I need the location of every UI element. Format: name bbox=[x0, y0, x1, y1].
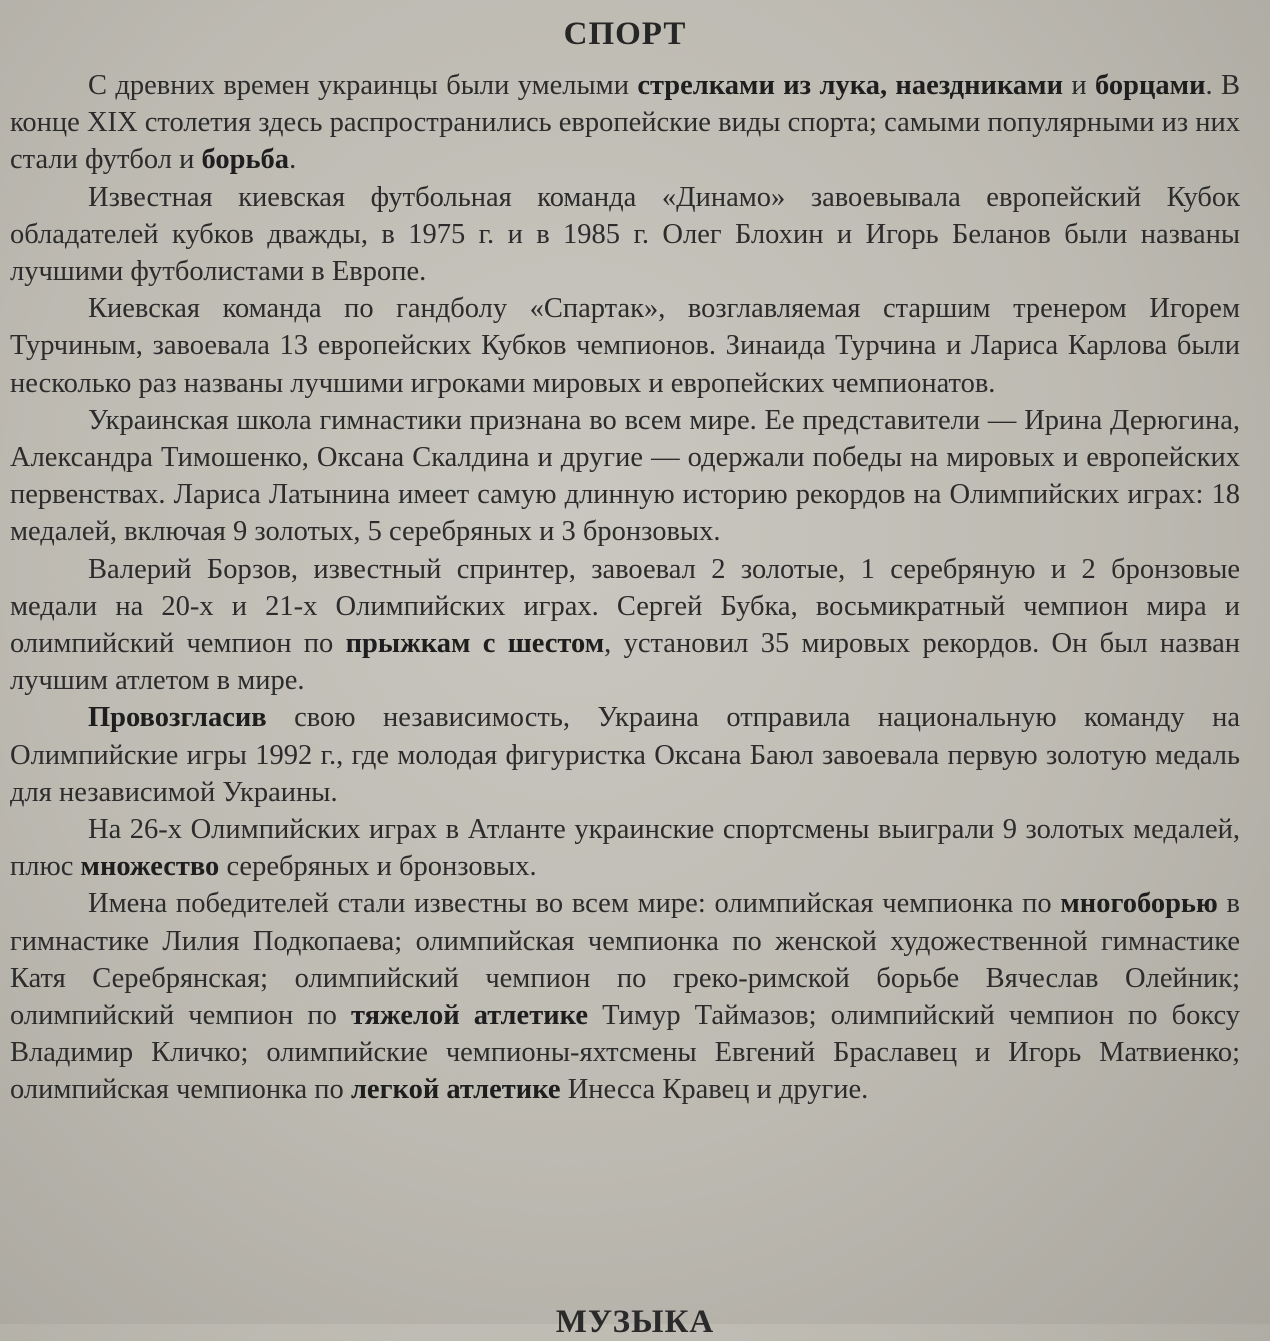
paragraph bbox=[10, 551, 1240, 700]
text-run: Тимур Таймазов; олимпийский чемпион по боксу Владимир Кличко; олимпийские чемпионы-яхтсмены Евгений Браславец и Игорь Матвиенко; олимпийская чемпионка по bbox=[10, 1000, 1241, 1106]
bold-term: многоборью bbox=[1060, 888, 1218, 920]
body-text bbox=[10, 67, 1240, 1109]
page-title: СПОРТ bbox=[563, 16, 687, 52]
bold-term: прыжкам с шестом bbox=[345, 628, 605, 660]
bold-term: легкой атлетике bbox=[350, 1074, 561, 1106]
paragraph bbox=[10, 811, 1240, 885]
text-run: и bbox=[1063, 70, 1096, 101]
paragraph bbox=[10, 699, 1240, 811]
paragraph bbox=[10, 179, 1240, 291]
text-run: в гимнастике Лилия Подкопаева; олимпийская чемпионка по женской художественной гимнастике Катя Серебрянская; олимпийский чемпион по греко-римской борьбе Вячеслав Олейник; олимпийский чемпион по bbox=[10, 888, 1240, 1032]
bold-term: множество bbox=[80, 851, 220, 883]
bold-term: стрелками из лука, наездниками bbox=[637, 70, 1064, 101]
bold-term: Провозгласив bbox=[88, 702, 267, 734]
text-run: . В конце XIX столетия здесь распространились европейские виды спорта; самыми популярными из них стали футбол и bbox=[10, 70, 1240, 176]
text-run: Имена победителей стали известны во всем мире: олимпийская чемпионка по bbox=[88, 888, 1061, 920]
next-section-heading: МУЗЫКА bbox=[555, 1304, 715, 1340]
paragraph bbox=[10, 67, 1240, 179]
bold-term: борьба bbox=[201, 144, 290, 176]
bold-term: борцами bbox=[1095, 70, 1206, 101]
text-run: . bbox=[289, 144, 297, 176]
text-run: С древних времен украинцы были умелыми bbox=[88, 70, 638, 101]
paragraph bbox=[10, 290, 1240, 402]
text-run: На 26-х Олимпийских играх в Атланте украинские спортсмены выиграли 9 золотых медалей, плюс bbox=[10, 814, 1240, 883]
text-run: Киевская команда по гандболу «Спартак», возглавляемая старшим тренером Игорем Турчиным, завоевала 13 европейских Кубков чемпионов. Зинаида Турчина и Лариса Карлова были несколько раз названы лучшими игроками мировых и европейских чемпионатов. bbox=[10, 293, 1240, 399]
text-run: Инесса Кравец и другие. bbox=[560, 1074, 869, 1106]
text-run: , установил 35 мировых рекордов. Он был назван лучшим атлетом в мире. bbox=[10, 628, 1240, 697]
paragraph bbox=[10, 885, 1240, 1108]
text-run: Валерий Борзов, известный спринтер, завоевал 2 золотые, 1 серебряную и 2 бронзовые медали на 20-х и 21-х Олимпийских играх. Сергей Бубка, восьмикратный чемпион мира и олимпийский чемпион по bbox=[10, 553, 1240, 660]
paragraph bbox=[10, 402, 1240, 551]
text-run: Известная киевская футбольная команда «Динамо» завоевывала европейский Кубок обладателей кубков дважды, в 1975 г. и в 1985 г. Олег Блохин и Игорь Беланов были названы лучшими футболистами в Европе. bbox=[10, 181, 1240, 288]
bold-term: тяжелой атлетике bbox=[351, 1000, 588, 1032]
text-run: Украинская школа гимнастики признана во всем мире. Ее представители — Ирина Дерюгина, Александра Тимошенко, Оксана Скалдина и другие — одержали победы на мировых и европейских первенствах. Лариса Латынина имеет самую длинную историю рекордов на Олимпийских играх: 18 медалей, включая 9 золотых, 5 серебряных и 3 бронзовых. bbox=[10, 404, 1240, 548]
text-run: свою независимость, Украина отправила национальную команду на Олимпийские игры 1992 г., где молодая фигуристка Оксана Баюл завоевала первую золотую медаль для независимой Украины. bbox=[10, 702, 1240, 808]
text-run: серебряных и бронзовых. bbox=[219, 851, 537, 883]
